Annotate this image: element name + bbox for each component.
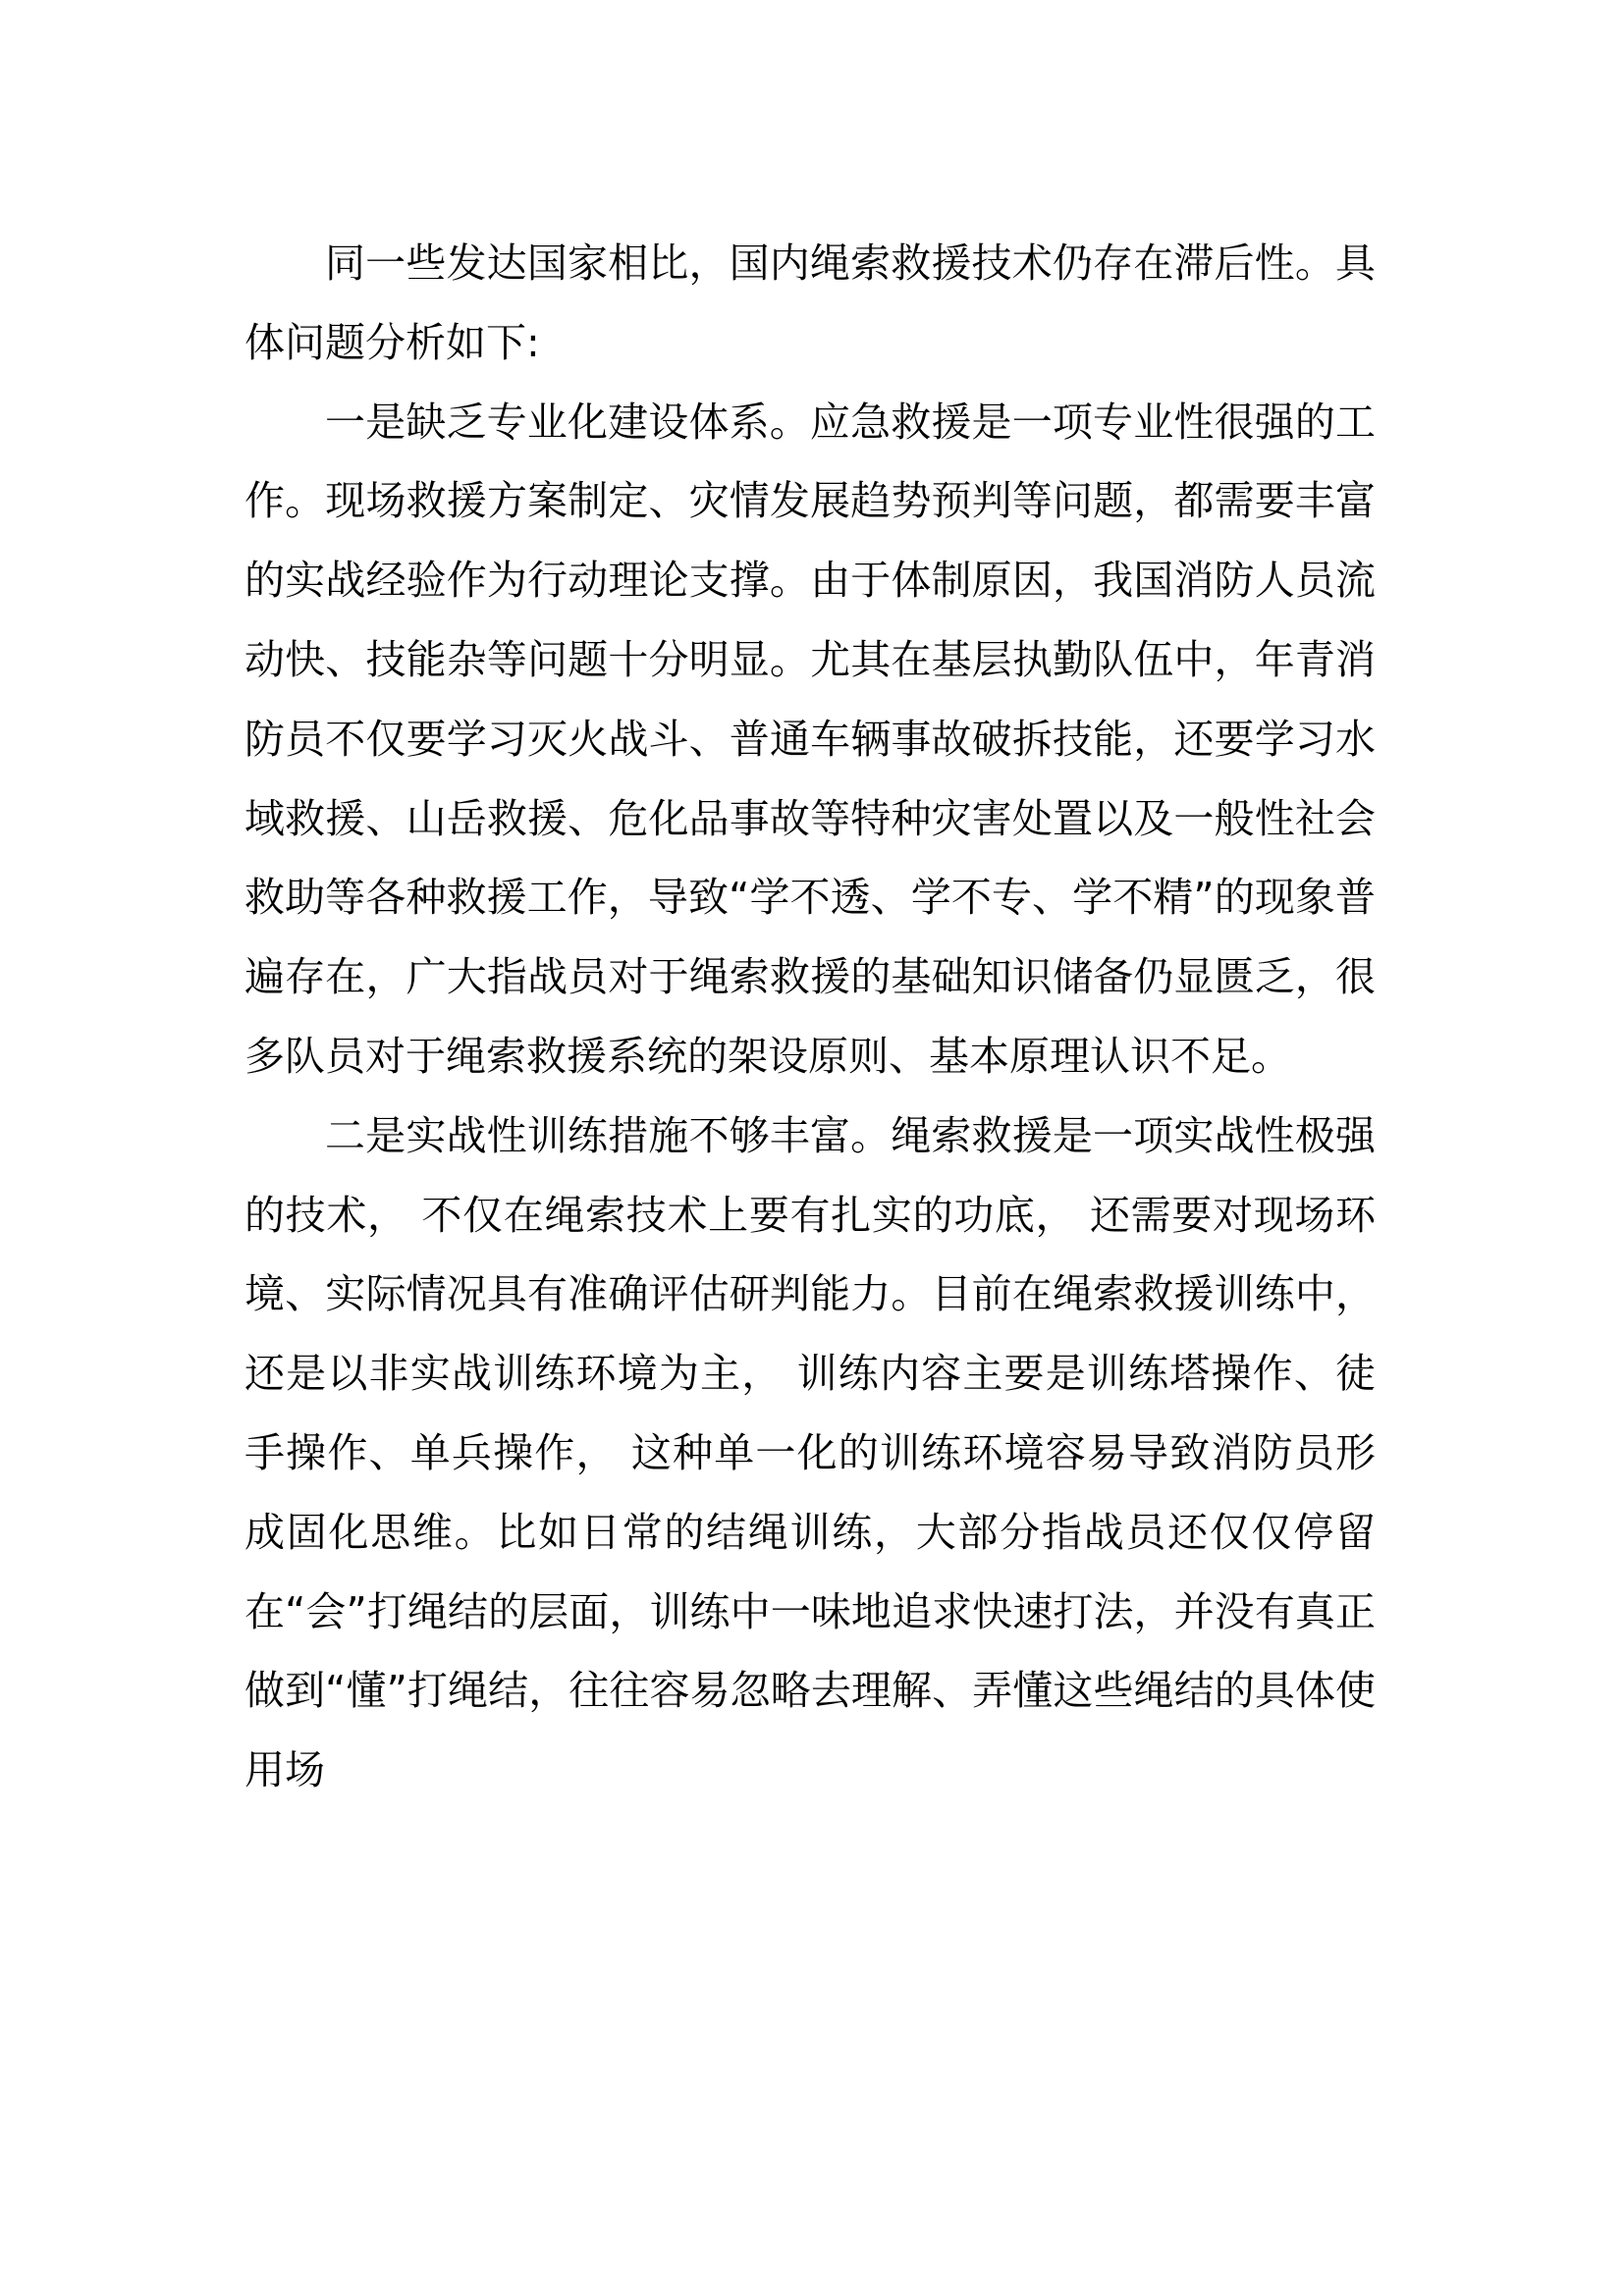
paragraph-point-one: 一是缺乏专业化建设体系。应急救援是一项专业性很强的工作。现场救援方案制定、灾情发展趋势预判等问题，都需要丰富的实战经验作为行动理论支撑。由于体制原因，我国消防人员流动快、技能杂等问题十分明显。尤其在基层执勤队伍中，年青消防员不仅要学习灭火战斗、普通车辆事故破拆技能，还要学习水域救援、山岳救援、危化品事故等特种灾害处置以及一般性社会救助等各种救援工作，导致“学不透、学不专、学不精”的现象普遍存在，广大指战员对于绳索救援的基础知识储备仍显匮乏，很多队员对于绳索救援系统的架设原则、基本原理认识不足。 xyxy=(244,398,1376,1080)
document-page xyxy=(244,224,1376,1810)
paragraph-intro: 同一些发达国家相比，国内绳索救援技术仍存在滞后性。具体问题分析如下: xyxy=(244,240,1376,366)
paragraph-point-two: 二是实战性训练措施不够丰富。绳索救援是一项实战性极强的技术， 不仅在绳索技术上要有扎实的功底， 还需要对现场环境、实际情况具有准确评估研判能力。目前在绳索救援训练中， 还是以非实战训练环境为主， 训练内容主要是训练塔操作、徒手操作、单兵操作， 这种单一化的训练环境容易导致消防员形成固化思维。比如日常的结绳训练，大部分指战员还仅仅停留在“会”打绳结的层面，训练中一味地追求快速打法，并没有真正做到“懂”打绳结，往往容易忽略去理解、弄懂这些绳结的具体使用场 xyxy=(244,1111,1376,1794)
